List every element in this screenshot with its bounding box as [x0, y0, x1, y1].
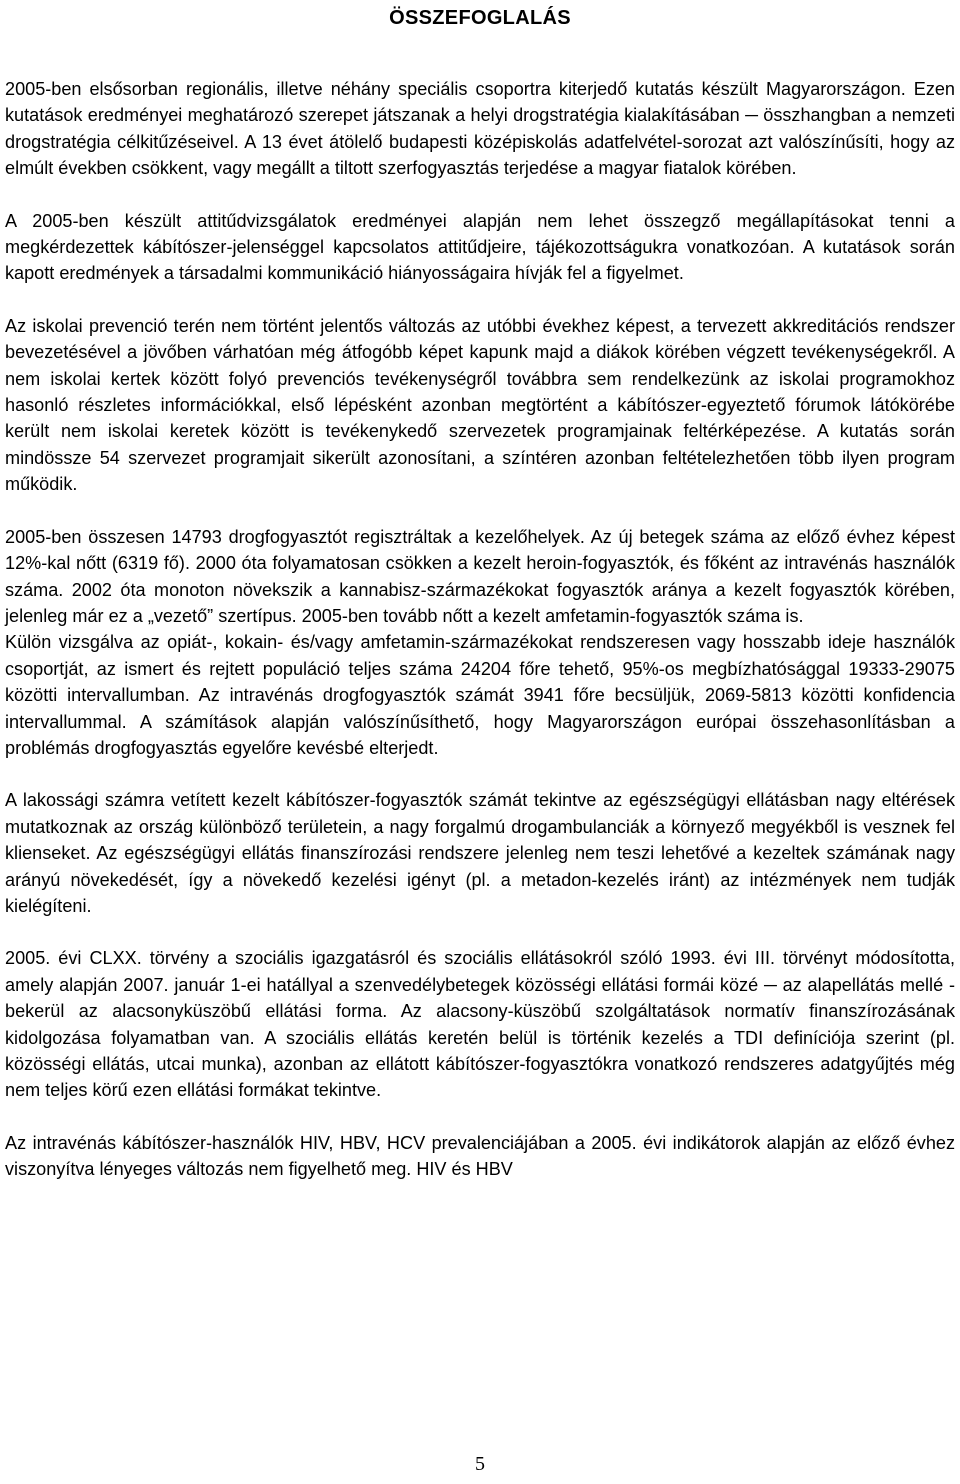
- page-number: 5: [475, 1453, 485, 1475]
- paragraph-treatment-statistics: 2005-ben összesen 14793 drogfogyasztót regisztráltak a kezelőhelyek. Az új betegek száma az előző évhez képest 12%-kal nőtt (6319 fő). 2000 óta folyamatosan csökken a kezelt heroin-fogyasztók, és főként az intravénás használók száma. 2002 óta monoton növekszik a kannabisz-származékokat fogyasztók aránya a kezelt fogyasztók körében, jelenleg már ez a „vezető” szertípus. 2005-ben tovább nőtt a kezelt amfetamin-fogyasztók száma is.: [5, 526, 955, 626]
- paragraph-attitude-studies: A 2005-ben készült attitűdvizsgálatok eredményei alapján nem lehet összegző megállapításokat tenni a megkérdezettek kábítószer-jelenséggel kapcsolatos attitűdjeire, tájékozottságukra vonatkozóan. A kutatások során kapott eredmények a társadalmi kommunikáció hiányosságaira hívják fel a figyelmet.: [5, 210, 955, 284]
- paragraph-healthcare: A lakossági számra vetített kezelt kábítószer-fogyasztók számát tekintve az egészségügyi ellátásban nagy eltérések mutatkoznak az ország különböző területein, a nagy forgalmú drogambulanciák a környező megyékből is vesznek fel klienseket. Az egészségügyi ellátás finanszírozási rendszere jelenleg nem teszi lehetővé a kezeltek számának nagy arányú növekedését, így a növekedő kezelési igényt (pl. a metadon-kezelés iránt) az intézmények nem tudják kielégíteni.: [5, 790, 955, 916]
- document-body: [5, 76, 955, 1209]
- paragraph-social-care-law: 2005. évi CLXX. törvény a szociális igazgatásról és szociális ellátásokról szóló 1993. évi III. törvényt módosította, amely alapján 2007. január 1-ei hatállyal a szenvedélybetegek közösségi ellátási formái közé ─ az alapellátás mellé - bekerül az alacsonyküszöbű ellátási forma. Az alacsony-küszöbű szolgáltatások normatív finanszírozásának kidolgozása folyamatban van. A szociális ellátás keretén belül is történik kezelés a TDI definíciója szerint (pl. közösségi ellátás, utcai munka), azonban az ellátott kábítószer-fogyasztókra vonatkozó rendszeres adatgyűjtés még nem teljes körű ezen ellátási formákat tekintve.: [5, 948, 955, 1101]
- paragraph-research: 2005-ben elsősorban regionális, illetve néhány speciális csoportra kiterjedő kutatás készült Magyarországon. Ezen kutatások eredményei meghatározó szerepet játszanak a helyi drogstratégia kialakításában ─ összhangban a nemzeti drogstratégia célkitűzéseivel. A 13 évet átölelő budapesti középiskolás adatfelvétel-sorozat azt valószínűsíti, hogy az elmúlt években csökkent, vagy megállt a tiltott szerfogyasztás terjedése a magyar fiatalok körében.: [5, 79, 955, 179]
- paragraph-infectious-diseases: Az intravénás kábítószer-használók HIV, HBV, HCV prevalenciájában a 2005. évi indikátorok alapján az előző évhez viszonyítva lényeges változás nem figyelhető meg. HIV és HBV: [5, 1132, 955, 1180]
- document-page: [5, 0, 955, 1484]
- paragraph-problem-drug-use: Külön vizsgálva az opiát-, kokain- és/vagy amfetamin-származékokat rendszeresen vagy hosszabb ideje használók csoportját, az ismert és rejtett populáció teljes száma 24204 főre tehető, 95%-os megbízhatósággal 19333-29075 közötti intervallumban. Az intravénás drogfogyasztók számát 3941 főre becsüljük, 2069-5813 közötti konfidencia intervallummal. A számítások alapján valószínűsíthető, hogy Magyarországon európai összehasonlításban a problémás drogfogyasztás egyelőre kevésbé elterjedt.: [5, 632, 955, 758]
- page-title: ÖSSZEFOGLALÁS: [389, 7, 571, 29]
- paragraph-prevention: Az iskolai prevenció terén nem történt jelentős változás az utóbbi évekhez képest, a tervezett akkreditációs rendszer bevezetésével a jövőben várhatóan még átfogóbb képet kapunk majd a diákok körében végzett tevékenységekről. A nem iskolai kertek között folyó prevenciós tevékenységről továbbra sem rendelkezünk az iskolai programokhoz hasonló részletes információkkal, első lépésként azonban megtörtént a kábítószer-egyeztető fórumok látókörébe került nem iskolai keretek között is tevékenykedő szervezetek programjainak feltérképezése. A kutatás során mindössze 54 szervezet programjait sikerült azonosítani, a színtéren azonban feltételezhetően több ilyen program működik.: [5, 315, 955, 495]
